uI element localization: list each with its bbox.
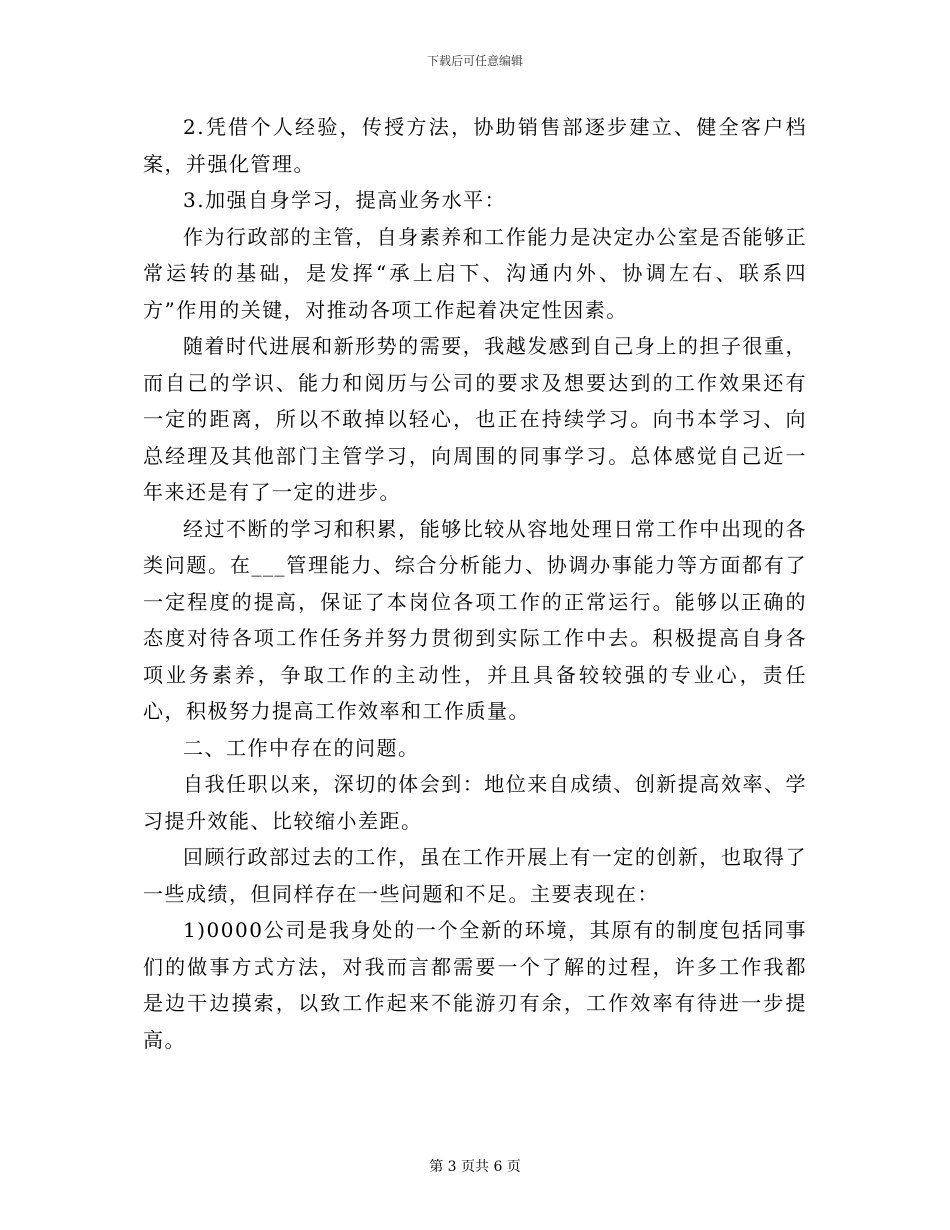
- section-heading: 二、工作中存在的问题。: [183, 735, 420, 760]
- paragraph: 自我任职以来，深切的体会到：地位来自成绩、创新提高效率、学习提升效能、比较缩小差距。: [143, 772, 807, 833]
- document-body: [143, 109, 807, 1058]
- paragraph: 经过不断的学习和积累，能够比较从容地处理日常工作中出现的各类问题。在___管理能力、综合分析能力、协调办事能力等方面都有了一定程度的提高，保证了本岗位各项工作的正常运行。能够以正确的态度对待各项工作任务并努力贯彻到实际工作中去。积极提高自身各项业务素养，争取工作的主动性，并且具备较较强的专业心，责任心，积极努力提高工作效率和工作质量。: [143, 516, 807, 723]
- paragraph: 2.凭借个人经验，传授方法，协助销售部逐步建立、健全客户档案，并强化管理。: [143, 115, 807, 176]
- page-header: 下载后可任意编辑: [426, 54, 523, 68]
- paragraph: 3.加强自身学习，提高业务水平：: [183, 188, 507, 212]
- paragraph: 作为行政部的主管，自身素养和工作能力是决定办公室是否能够正常运转的基础，是发挥“承上启下、沟通内外、协调左右、联系四方”作用的关键，对推动各项工作起着决定性因素。: [143, 224, 807, 322]
- paragraph: 回顾行政部过去的工作，虽在工作开展上有一定的创新，也取得了一些成绩，但同样存在一些问题和不足。主要表现在：: [143, 845, 807, 906]
- paragraph: 1)0000公司是我身处的一个全新的环境，其原有的制度包括同事们的做事方式方法，对我而言都需要一个了解的过程，许多工作我都是边干边摸索，以致工作起来不能游刃有余，工作效率有待进一步提高。: [143, 918, 807, 1052]
- paragraph: 随着时代进展和新形势的需要，我越发感到自己身上的担子很重，而自己的学识、能力和阅历与公司的要求及想要达到的工作效果还有一定的距离，所以不敢掉以轻心，也正在持续学习。向书本学习、向总经理及其他部门主管学习，向周围的同事学习。总体感觉自己近一年来还是有了一定的进步。: [143, 334, 807, 504]
- page-number: 第 3 页共 6 页: [429, 1159, 521, 1175]
